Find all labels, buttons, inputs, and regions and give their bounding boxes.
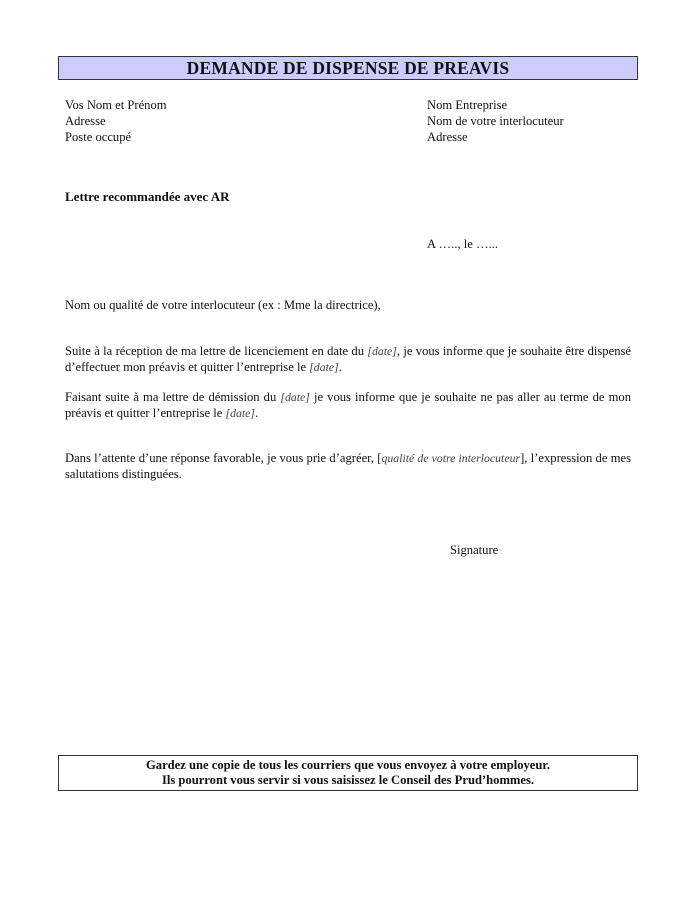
sender-name: Vos Nom et Prénom [65,98,167,112]
paragraph-text: . [338,360,342,374]
paragraph-dismissal [65,343,631,375]
recipient-contact: Nom de votre interlocuteur [427,114,564,128]
advice-note [58,755,638,791]
paragraph-closing [65,450,631,482]
sender-position: Poste occupé [65,130,132,144]
signature-label: Signature [450,543,499,557]
paragraph-text: . [255,406,259,420]
recipient-company: Nom Entreprise [427,98,508,112]
advice-line-2: Ils pourront vous servir si vous saisissez le Conseil des Prud’hommes. [161,773,535,787]
title-banner [58,56,638,80]
paragraph-text: ], l’expression de mes salutations distinguées. [65,451,631,481]
mail-type: Lettre recommandée avec AR [65,189,230,204]
salutation: Nom ou qualité de votre interlocuteur (ex : Mme la directrice), [65,298,381,312]
paragraph-text: Faisant suite à ma lettre de démission du [65,390,281,404]
paragraph-resignation [65,389,631,421]
document-title: DEMANDE DE DISPENSE DE PREAVIS [186,58,510,78]
sender-address: Adresse [65,114,106,128]
date-placeholder: [date] [309,360,339,374]
advice-line-1: Gardez une copie de tous les courriers que vous envoyez à votre employeur. [145,758,550,772]
date-placeholder: [date] [280,390,310,404]
sender-block [65,97,167,145]
paragraph-text: Suite à la réception de ma lettre de licenciement en date du [65,344,368,358]
paragraph-text: je vous informe que je souhaite ne pas aller au terme de mon préavis et quitter l’entreprise le [65,390,631,420]
place-date: A ….., le …... [427,237,499,251]
date-placeholder: [date] [367,344,397,358]
paragraph-text: Dans l’attente d’une réponse favorable, je vous prie d’agréer, [ [65,451,382,465]
date-placeholder: [date] [225,406,256,420]
paragraph-text: , je vous informe que je souhaite être dispensé d’effectuer mon préavis et quitter l’entreprise le [65,344,631,374]
recipient-block [427,97,564,145]
recipient-address: Adresse [427,130,468,144]
contact-title-placeholder: qualité de votre interlocuteur [381,451,521,465]
